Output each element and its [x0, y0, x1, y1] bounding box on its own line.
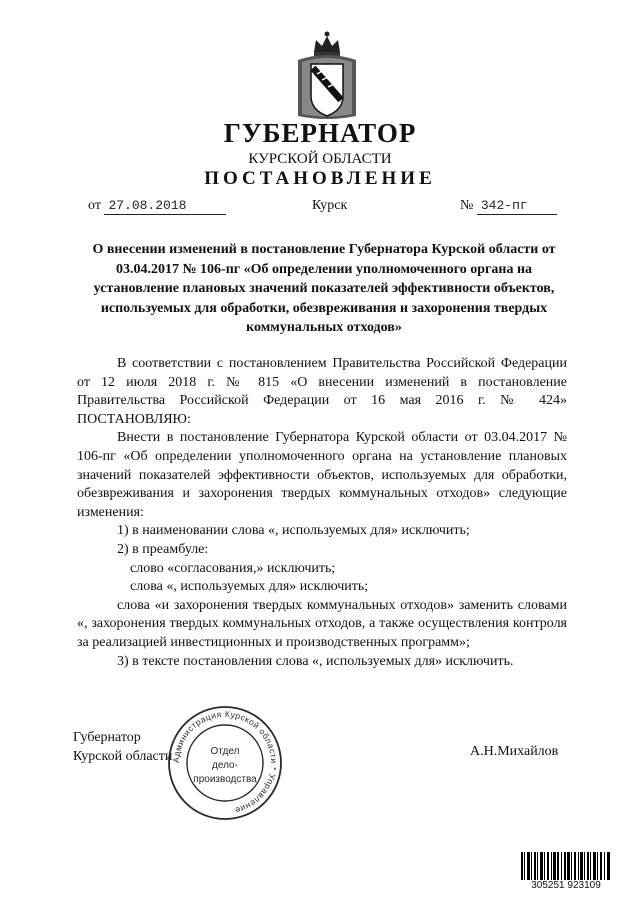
list-item-3: 3) в тексте постановления слова «, используемых для» исключить. — [117, 653, 514, 669]
list-item-2: 2) в преамбуле: — [117, 541, 209, 557]
coat-of-arms-emblem — [294, 30, 360, 122]
document-type-heading: ПОСТАНОВЛЕНИЕ — [204, 168, 436, 189]
paragraph-changes-intro: Внести в постановление Губернатора Курской области от 03.04.2017 № 106-пг «Об определении уполномоченного органа на установление плановых значений показателей эффективности объектов, используемых для обработки, обезвреживания и захоронения твердых коммунальных отходов» следующие изменения: — [77, 430, 567, 520]
number-value: 342-пг — [480, 198, 528, 213]
office-stamp — [166, 704, 284, 822]
list-item-2c: слова «и захоронения твердых коммунальных отходов» заменить словами «, захоронения твердых коммунальных отходов, а также осуществления контроля за реализацией инвестиционных и производственных программ»; — [77, 597, 567, 650]
document-body — [77, 355, 567, 671]
svg-text:Отдел: Отдел — [210, 746, 240, 757]
signatory-position-line2: Курской области — [73, 749, 173, 764]
signatory-position — [73, 728, 172, 766]
signatory-position-line1: Губернатор — [73, 730, 141, 745]
document-city: Курск — [312, 198, 348, 213]
barcode-number: 305251 923109 — [520, 880, 612, 891]
svg-text:дело-: дело- — [212, 760, 238, 771]
list-item-2b: слова «, используемых для» исключить; — [130, 579, 369, 595]
number-prefix: № — [460, 198, 474, 213]
svg-text:Администрация Курской области: Администрация Курской области * Управление — [170, 708, 280, 816]
document-title: О внесении изменений в постановление Губернатора Курской области от 03.04.2017 № 106-пг «Об определении уполномоченного органа на установление плановых значений показателей эффективности объектов, используемых для обработки, обезвреживания и захоронения твердых коммунальных отходов» — [92, 242, 556, 335]
paragraph-preamble: В соответствии с постановлением Правительства Российской Федерации от 12 июля 2018 г. № 815 «О внесении изменений в постановление Правительства Российской Федерации от 16 мая 2016 г. № 424» ПОСТАНОВЛЯЮ: — [77, 356, 567, 427]
date-prefix: от — [88, 198, 101, 213]
date-value: 27.08.2018 — [108, 198, 187, 213]
authority-heading: ГУБЕРНАТОР — [223, 118, 417, 148]
region-heading: КУРСКОЙ ОБЛАСТИ — [248, 151, 392, 167]
list-item-1: 1) в наименовании слова «, используемых для» исключить; — [117, 523, 470, 539]
signatory-name: А.Н.Михайлов — [470, 744, 559, 759]
document-number — [460, 198, 557, 215]
list-item-2a: слово «согласования,» исключить; — [130, 560, 336, 576]
document-date — [88, 198, 226, 215]
svg-text:производства: производства — [193, 774, 257, 785]
